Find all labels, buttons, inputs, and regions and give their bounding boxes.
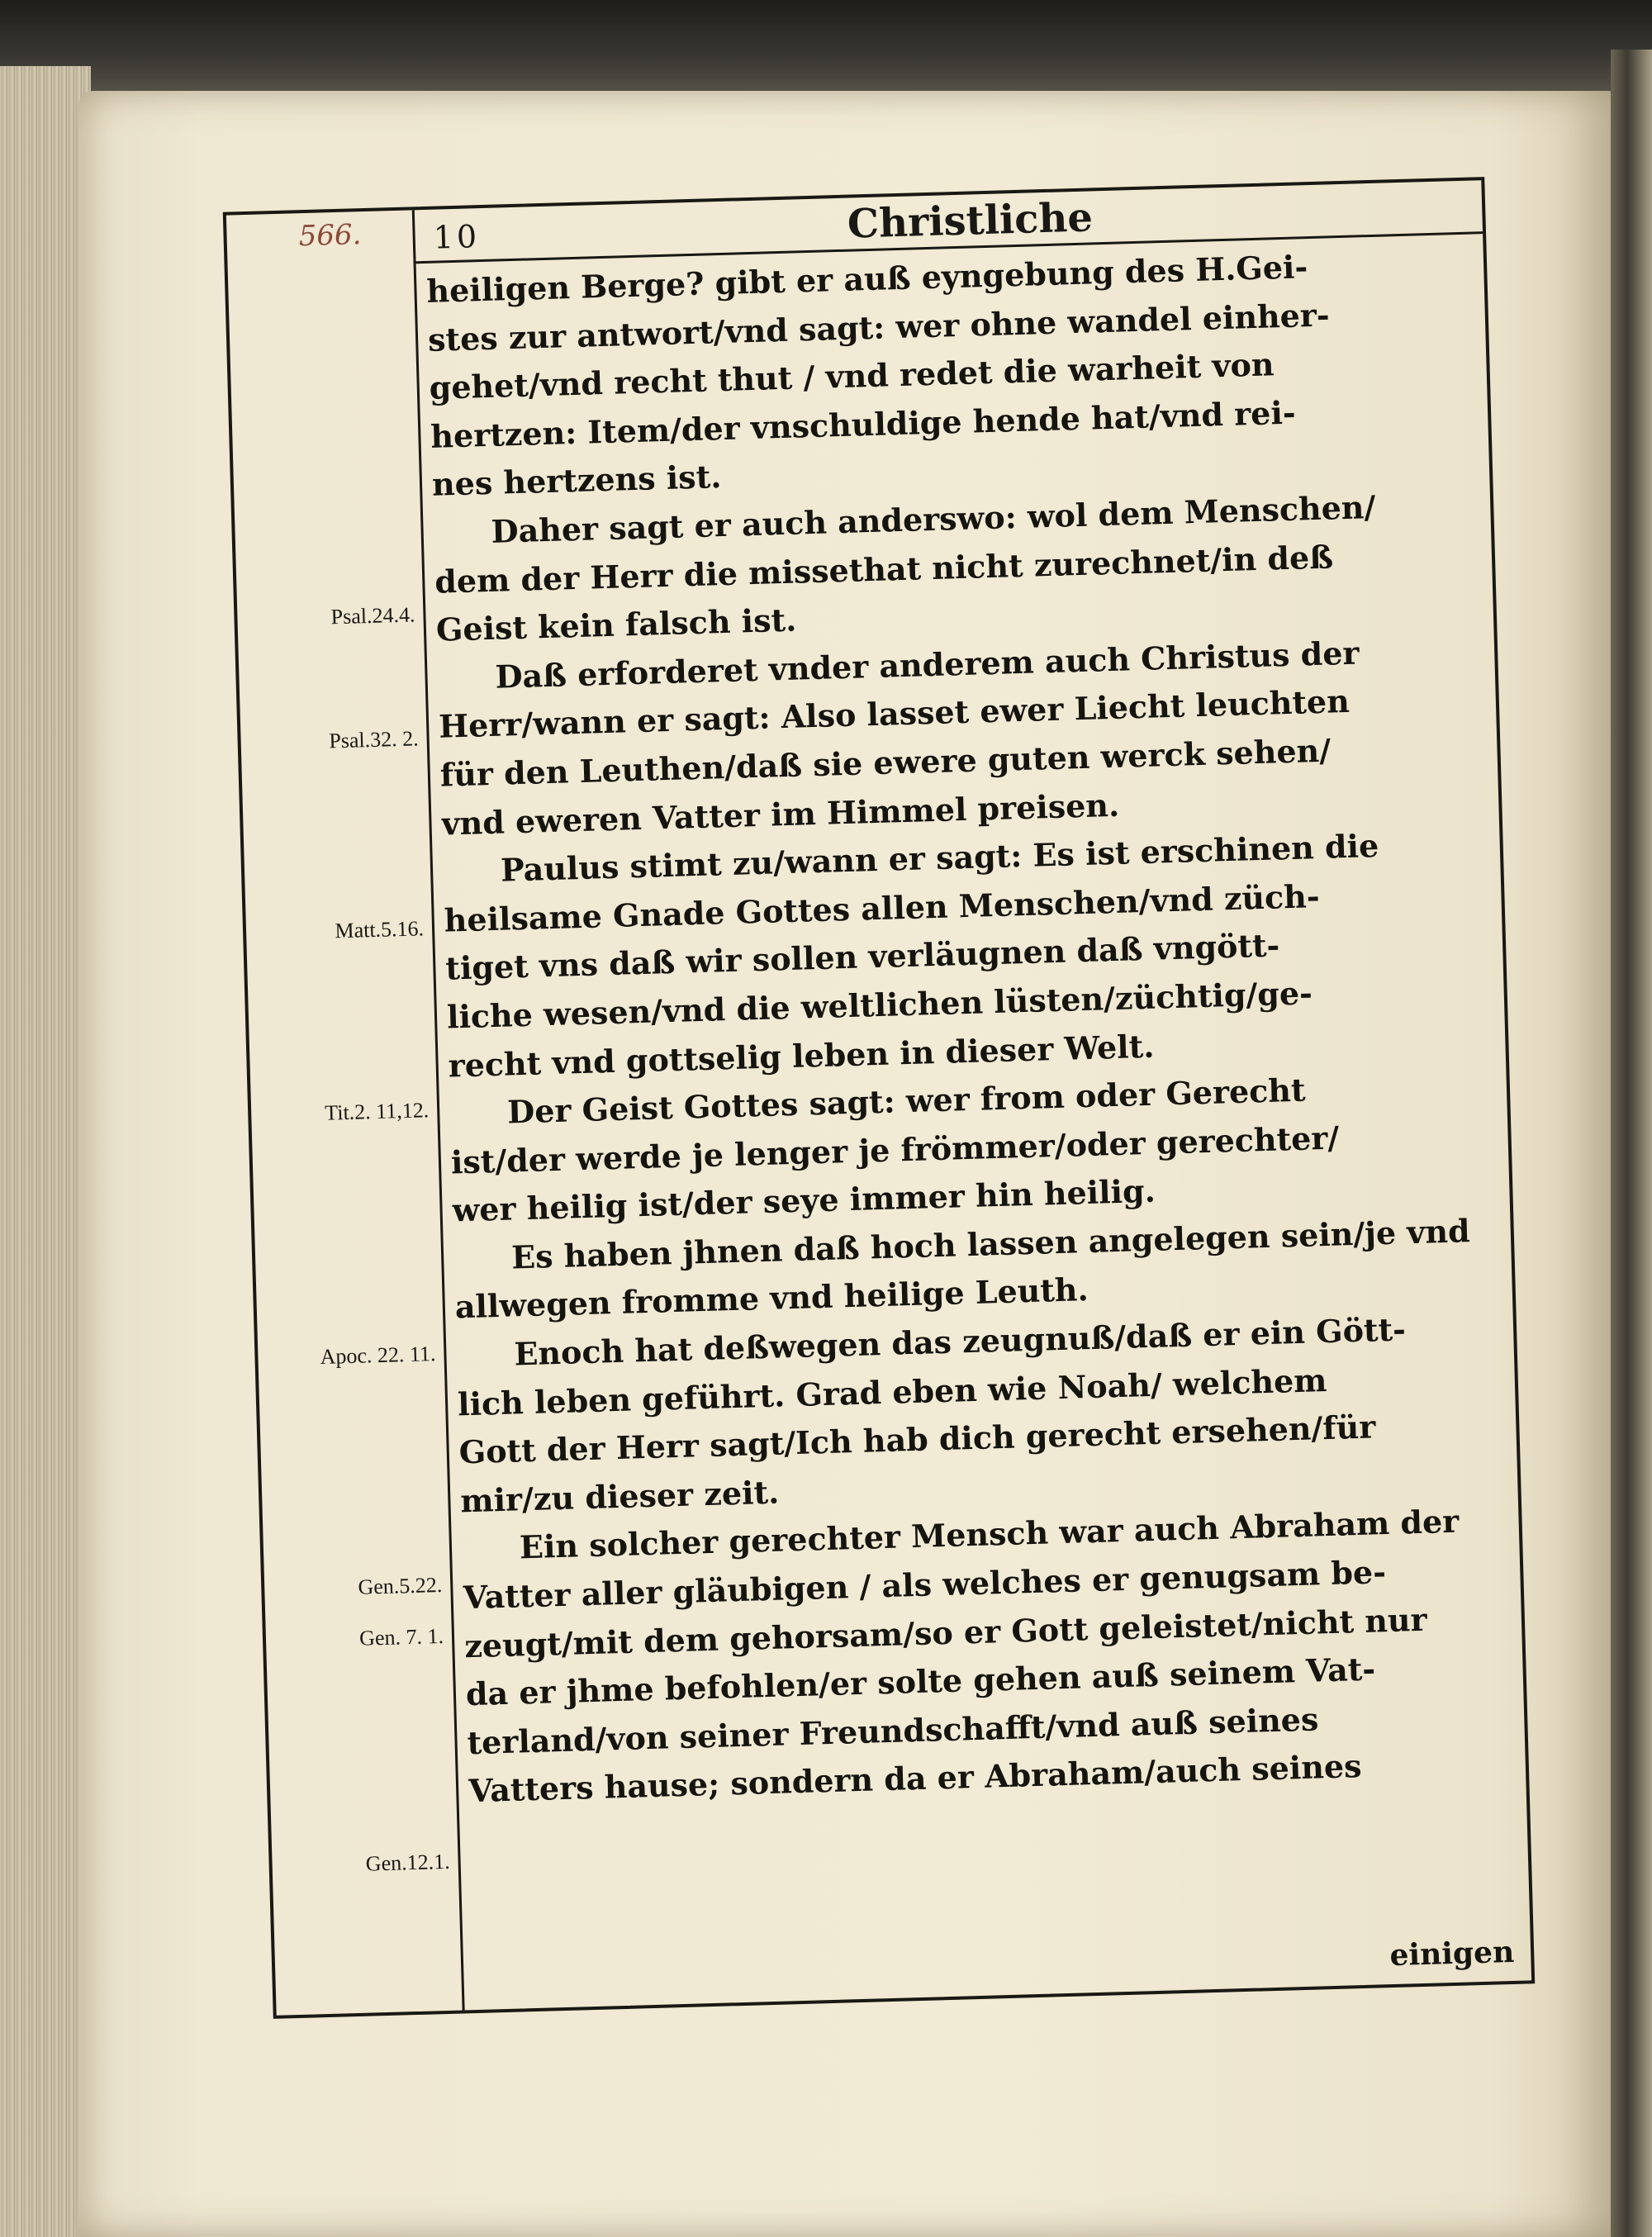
text-line: ist/der werde je lenger je frömmer/oder gerechter/ [450,1118,1340,1181]
text-line: recht vnd gottselig leben in dieser Welt. [448,1027,1155,1085]
page-stack-edge [0,66,91,2237]
text-line: Gott der Herr sagt/Ich hab dich gerecht ersehen/für [458,1408,1376,1471]
text-line: liche wesen/vnd die weltlichen lüsten/züchtig/ge- [446,974,1313,1036]
text-line: heiligen Berge? gibt er auß eyngebung des H.Gei- [425,248,1308,310]
text-line: mir/zu dieser zeit. [459,1473,780,1520]
text-line: vnd eweren Vatter im Himmel preisen. [440,786,1120,843]
text-line: Daher sagt er auch anderswo: wol dem Menschen/ [491,487,1376,550]
book-gutter [1611,50,1652,2237]
text-line: terland/von seiner Freundschafft/vnd auß seines [466,1700,1319,1762]
text-line: Daß erforderet vnder anderem auch Christus der [494,634,1360,696]
handwritten-folio: 566. [298,218,362,254]
text-line: dem der Herr die missethat nicht zurechnet/in deß [434,537,1334,601]
marginal-reference: Apoc. 22. 11. [320,1342,436,1370]
text-line: hertzen: Item/der vnschuldige hende hat/vnd rei- [430,393,1297,455]
text-line: stes zur antwort/vnd sagt: wer ohne wandel einher- [427,296,1331,359]
marginal-reference: Gen.12.1. [365,1849,451,1876]
text-line: Der Geist Gottes sagt: wer from oder Gerecht [506,1071,1307,1131]
text-line: Enoch hat deßwegen das zeugnuß/daß er ein Gött- [513,1310,1407,1373]
scan-background-top [0,0,1652,99]
catchword: einigen [1389,1934,1515,1973]
marginal-reference: Gen.5.22. [358,1572,443,1599]
marginal-reference: Matt.5.16. [335,916,425,943]
text-line: Vatters hause; sondern da er Abraham/auch seines [468,1747,1363,1810]
text-line: Paulus stimt zu/wann er sagt: Es ist erschinen die [500,827,1379,889]
text-line: Geist kein falsch ist. [435,601,797,648]
text-line: allwegen fromme vnd heilige Leuth. [454,1270,1089,1326]
text-line: zeugt/mit dem gehorsam/so er Gott geleistet/nicht nur [463,1600,1428,1665]
marginal-reference: Tit.2. 11,12. [324,1098,430,1125]
text-line: da er jhme befohlen/er solte gehen auß seinem Vat- [465,1650,1376,1713]
text-line: wer heilig ist/der seye immer hin heilig. [451,1171,1156,1229]
text-line: Vatter aller gläubigen / als welches er genugsam be- [463,1553,1387,1617]
text-line: heilsame Gnade Gottes allen Menschen/vnd züch- [444,876,1321,939]
text-line: gehet/vnd recht thut / vnd redet die warheit von [429,345,1275,407]
body-text [426,238,1523,1985]
marginal-reference: Gen. 7. 1. [358,1623,444,1650]
marginal-reference: Psal.24.4. [330,602,415,629]
text-frame [223,177,1535,2019]
text-line: Herr/wann er sagt: Also lasset ewer Liecht leuchten [438,682,1351,746]
text-line: nes hertzens ist. [431,458,722,504]
running-head: Christliche [847,194,1094,248]
page-number: 10 [433,218,481,256]
text-line: tiget vns daß wir sollen verläugnen daß vngött- [444,926,1280,987]
text-line: für den Leuthen/daß sie ewere guten werck sehen/ [439,731,1332,794]
text-line: Ein solcher gerechter Mensch war auch Abraham der [519,1503,1460,1566]
text-line: Es haben jhnen daß hoch lassen angelegen sein/je vnd [510,1211,1471,1276]
text-line: lich leben geführt. Grad eben wie Noah/ welchem [457,1361,1327,1423]
marginal-reference: Psal.32. 2. [328,726,420,753]
